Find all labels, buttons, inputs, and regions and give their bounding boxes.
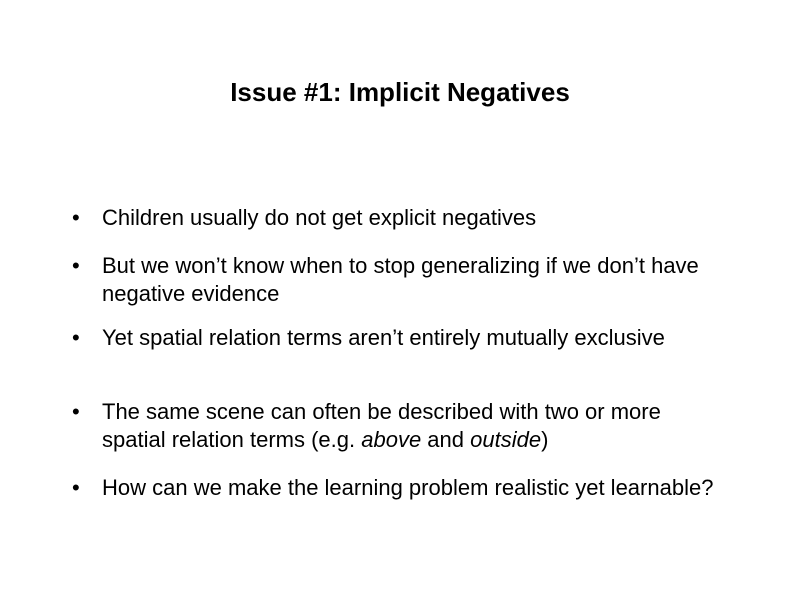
bullet-text-segment: The same scene can often be described with two or more spatial relation terms (e.g. <box>102 399 661 452</box>
bullet-dot-icon: • <box>72 325 80 350</box>
slide-title: Issue #1: Implicit Negatives <box>230 77 570 107</box>
bullet-text: Children usually do not get explicit negatives <box>102 205 537 230</box>
italic-term-above: above <box>361 427 422 452</box>
bullet-dot-icon: • <box>72 399 80 424</box>
bullet-text-segment: ) <box>541 427 549 452</box>
bullet-text: Yet spatial relation terms aren’t entirely mutually exclusive <box>102 325 665 350</box>
bullet-text: How can we make the learning problem realistic yet learnable? <box>102 475 714 500</box>
bullet-text: But we won’t know when to stop generalizing if we don’t have negative evidence <box>102 253 699 306</box>
bullet-dot-icon: • <box>72 205 80 230</box>
italic-term-outside: outside <box>470 427 542 452</box>
bullet-text <box>102 398 722 454</box>
bullet-dot-icon: • <box>72 253 80 278</box>
bullet-dot-icon: • <box>72 475 80 500</box>
bullet-text-segment: and <box>421 427 471 452</box>
